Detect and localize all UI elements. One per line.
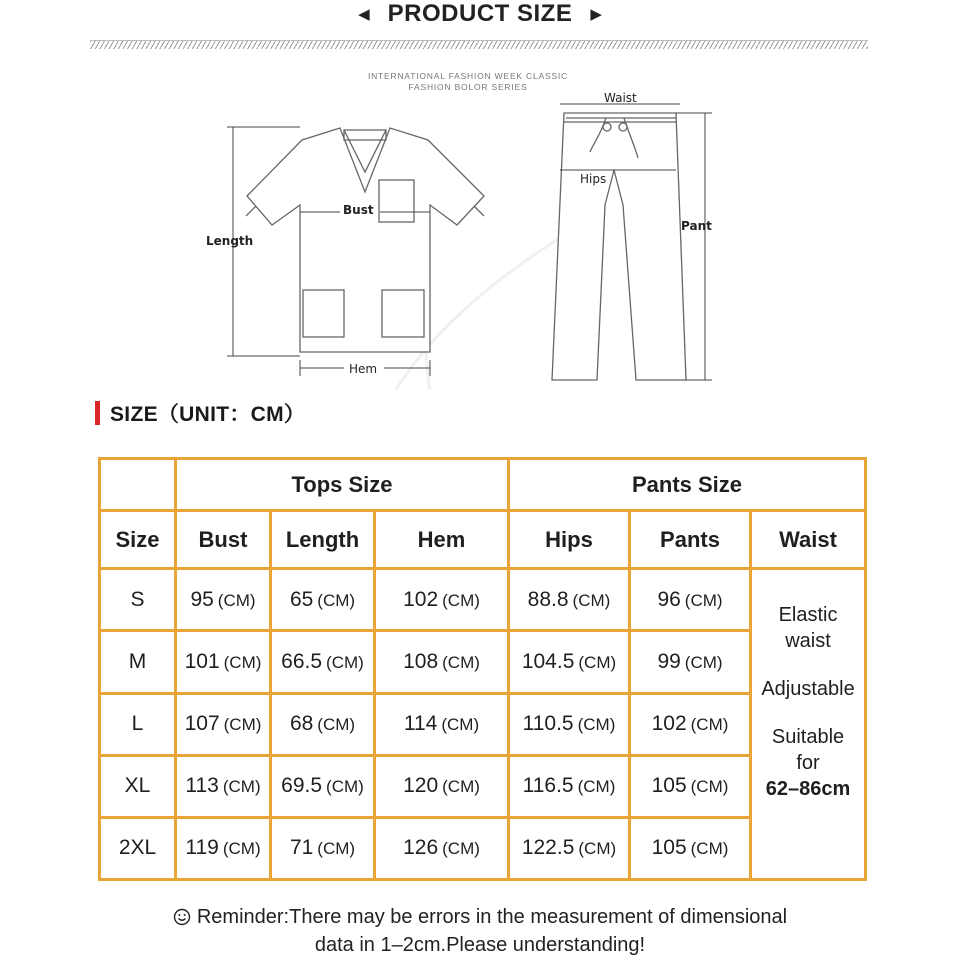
- unit-label: (CM): [578, 652, 617, 672]
- length-cell: [271, 693, 375, 755]
- hips-value: 110.5: [522, 712, 574, 736]
- bust-value: 119: [185, 836, 219, 860]
- unit-label: (CM): [317, 839, 356, 859]
- hips-value: 104.5: [521, 649, 575, 673]
- length-value: 65: [289, 587, 314, 611]
- waist-note-cell: [751, 569, 866, 880]
- hem-cell: [375, 569, 509, 631]
- hem-value: 120: [403, 774, 439, 798]
- pants-value: 102: [651, 712, 687, 736]
- unit-label: (CM): [317, 590, 356, 610]
- unit-label: (CM): [222, 839, 261, 859]
- waist-note-line: Elastic: [778, 604, 838, 627]
- pants-value: 105: [651, 774, 687, 798]
- bust-value: 113: [185, 774, 219, 798]
- unit-label: (CM): [317, 715, 356, 735]
- hem-value: 126: [403, 836, 439, 860]
- group-header-row: [100, 459, 866, 511]
- col-header-hem: Hem: [375, 511, 509, 569]
- triangle-right-icon: ▶: [590, 6, 602, 23]
- unit-label: (CM): [690, 715, 729, 735]
- hips-cell: [509, 817, 630, 879]
- label-bust: Bust: [343, 203, 374, 217]
- waist-range: 62–86cm: [765, 778, 851, 801]
- size-section-heading: [95, 400, 305, 426]
- length-cell: [271, 755, 375, 817]
- length-cell: [271, 631, 375, 693]
- garment-diagram: [0, 80, 960, 390]
- page-header: [0, 0, 960, 28]
- bust-cell: [176, 755, 271, 817]
- unit-label: (CM): [326, 777, 364, 797]
- hem-cell: [375, 817, 509, 879]
- hem-value: 114: [403, 712, 438, 736]
- size-cell: XL: [100, 755, 176, 817]
- reminder-note: [100, 903, 860, 959]
- corner-cell: [100, 459, 176, 511]
- hips-cell: [509, 693, 630, 755]
- pants-value: 96: [657, 587, 681, 611]
- hips-cell: [509, 569, 630, 631]
- unit-label: (CM): [690, 777, 729, 797]
- page-title: PRODUCT SIZE: [387, 0, 573, 27]
- triangle-left-icon: ◀: [358, 6, 370, 23]
- hem-value: 108: [403, 649, 439, 673]
- label-waist: Waist: [604, 91, 637, 105]
- length-value: 66.5: [281, 649, 323, 673]
- unit-label: (CM): [577, 777, 616, 797]
- pants-size-header: Pants Size: [509, 459, 866, 511]
- tops-size-header: Tops Size: [176, 459, 509, 511]
- pants-value: 105: [651, 836, 687, 860]
- caption-line-1: INTERNATIONAL FASHION WEEK CLASSIC: [367, 71, 569, 81]
- bust-cell: [176, 569, 271, 631]
- hatched-divider: [90, 40, 868, 49]
- length-cell: [271, 569, 375, 631]
- unit-label: (CM): [684, 590, 723, 610]
- pants-cell: [630, 817, 751, 879]
- unit-label: (CM): [217, 590, 256, 610]
- unit-label: (CM): [684, 652, 723, 672]
- hem-cell: [375, 631, 509, 693]
- unit-label: (CM): [577, 715, 616, 735]
- unit-label: (CM): [441, 715, 480, 735]
- column-header-row: [100, 511, 866, 569]
- waist-note-line: Adjustable: [761, 678, 855, 701]
- smiley-icon: [173, 908, 191, 926]
- waist-note-line: Suitable: [771, 726, 845, 749]
- unit-label: (CM): [442, 777, 480, 797]
- hem-value: 102: [403, 587, 439, 611]
- col-header-hips: Hips: [509, 511, 630, 569]
- waist-note-line: for: [796, 752, 820, 775]
- reminder-text-2: data in 1–2cm.Please understanding!: [314, 934, 646, 956]
- bust-cell: [176, 631, 271, 693]
- pants-cell: [630, 755, 751, 817]
- hips-value: 122.5: [521, 836, 575, 860]
- unit-label: (CM): [223, 652, 262, 672]
- size-section-title: SIZE（UNIT：CM）: [110, 403, 306, 426]
- waist-note-line: waist: [785, 630, 831, 653]
- hem-cell: [375, 755, 509, 817]
- pants-cell: [630, 569, 751, 631]
- length-value: 68: [289, 712, 314, 736]
- unit-label: (CM): [223, 715, 262, 735]
- bust-value: 107: [184, 712, 220, 736]
- unit-label: (CM): [442, 590, 480, 610]
- bust-value: 95: [190, 587, 214, 611]
- label-hem: Hem: [349, 362, 378, 376]
- length-value: 71: [289, 836, 314, 860]
- size-cell: M: [100, 631, 176, 693]
- label-length: Length: [206, 234, 254, 248]
- scrub-top-drawing: [246, 128, 484, 352]
- unit-label: (CM): [690, 839, 729, 859]
- col-header-waist: Waist: [751, 511, 866, 569]
- unit-label: (CM): [442, 652, 480, 672]
- length-cell: [271, 817, 375, 879]
- pants-cell: [630, 631, 751, 693]
- size-table: [98, 457, 867, 881]
- size-cell: L: [100, 693, 176, 755]
- col-header-length: Length: [271, 511, 375, 569]
- label-hips: Hips: [580, 172, 607, 186]
- hips-cell: [509, 631, 630, 693]
- pants-value: 99: [657, 649, 681, 673]
- unit-label: (CM): [326, 652, 364, 672]
- pants-cell: [630, 693, 751, 755]
- accent-bar: [95, 401, 100, 425]
- bust-cell: [176, 817, 271, 879]
- hips-value: 88.8: [527, 587, 569, 611]
- hem-cell: [375, 693, 509, 755]
- table-row: [100, 569, 866, 631]
- pants-drawing: [552, 113, 686, 380]
- size-cell: 2XL: [100, 817, 176, 879]
- reminder-line-1: [100, 903, 860, 931]
- unit-label: (CM): [578, 839, 617, 859]
- unit-label: (CM): [572, 590, 611, 610]
- hips-cell: [509, 755, 630, 817]
- unit-label: (CM): [442, 839, 480, 859]
- reminder-text-1: Reminder:There may be errors in the measurement of dimensional: [196, 906, 788, 928]
- bust-value: 101: [184, 649, 220, 673]
- bust-cell: [176, 693, 271, 755]
- col-header-pants: Pants: [630, 511, 751, 569]
- col-header-size: Size: [100, 511, 176, 569]
- length-value: 69.5: [281, 774, 323, 798]
- col-header-bust: Bust: [176, 511, 271, 569]
- size-cell: S: [100, 569, 176, 631]
- unit-label: (CM): [222, 777, 261, 797]
- label-pant: Pant: [681, 219, 712, 233]
- caption-line-2: FASHION BOLOR SERIES: [408, 82, 528, 92]
- hips-value: 116.5: [522, 774, 574, 798]
